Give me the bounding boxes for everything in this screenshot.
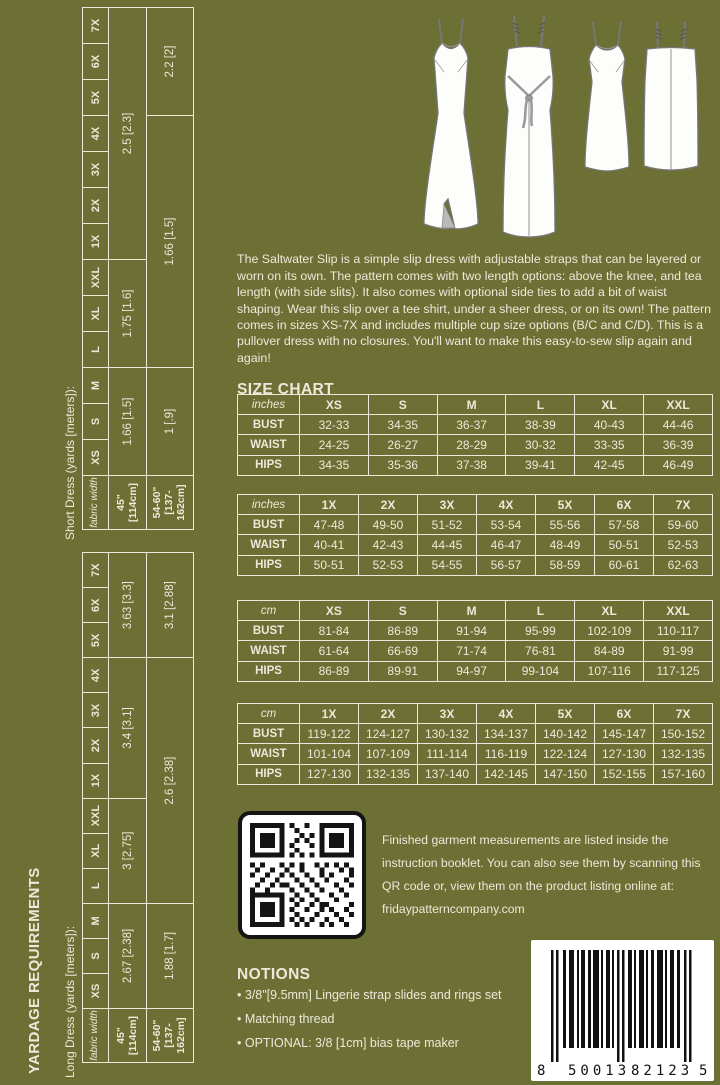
yardage-value: 3.4 [3.1] [109, 658, 147, 798]
size-chart-cm-xs-xxl [237, 600, 713, 682]
waist-row: WAIST 101-104 107-109 111-114 116-119 122-124 127-130 132-135 [238, 744, 713, 764]
yardage-header-row [83, 8, 109, 530]
size-header: L [83, 868, 109, 903]
hips-row: HIPS 86-89 89-91 94-97 99-104 107-116 117-125 [238, 661, 713, 681]
yardage-value: 2.6 [2.38] [147, 658, 194, 903]
size-header: M [83, 903, 109, 938]
long-dress-yardage-table [82, 552, 194, 1063]
yardage-value: 1 [.9] [147, 368, 194, 476]
bust-row: BUST 81-84 86-89 91-94 95-99 102-109 110-117 [238, 621, 713, 641]
size-header: 2X [83, 728, 109, 763]
strap-adjuster-marks [680, 29, 687, 39]
strap-adjuster-marks [655, 29, 662, 39]
fabric-width-label: 45" [114cm] [109, 1009, 147, 1063]
notions-heading: NOTIONS [237, 965, 311, 983]
size-header: 1X [83, 763, 109, 798]
yardage-header-row [83, 553, 109, 1063]
size-header: 3X [83, 693, 109, 728]
long-dress-yardage-table-wrap [82, 552, 194, 1063]
bust-row: BUST 119-122 124-127 130-132 134-137 140-142 145-147 150-152 [238, 724, 713, 744]
pattern-description: The Saltwater Slip is a simple slip dress with adjustable straps that can be layered or worn on its own. The pattern comes with two length options: above the knee, and tea length (with side slits). It also comes with optional side ties to add a bit of waist shaping. Wear this slip over a tee shirt, under a sheer dress, or on its own! The pattern comes in sizes XS-7X and includes multiple cup size options (B/C and C/D). This is a pullover dress with no closures. You'll want to make this easy-to-sew slip again and again! [237, 252, 712, 365]
unit-cell: inches [238, 495, 300, 515]
unit-cell: cm [238, 601, 300, 621]
size-chart-header-row: cm XS S M L XL XXL [238, 601, 713, 621]
notion-item: • OPTIONAL: 3/8 [1cm] bias tape maker [237, 1031, 537, 1055]
short-dress-yardage-table [82, 7, 194, 530]
qr-code [238, 811, 366, 939]
fabric-width-corner: fabric width [83, 1009, 109, 1063]
notions-list [237, 983, 537, 1055]
size-header: XXL [83, 260, 109, 296]
size-header: 5X [83, 623, 109, 658]
barcode-group-left: 50013 [568, 1063, 631, 1079]
size-chart-inches-xs-xxl [237, 394, 713, 476]
size-header: 3X [83, 152, 109, 188]
short-dress-front-illustration [576, 20, 638, 176]
yardage-value: 2.2 [2] [147, 8, 194, 116]
unit-cell: cm [238, 704, 300, 724]
waist-row: WAIST 40-41 42-43 44-45 46-47 48-49 50-51 52-53 [238, 535, 713, 555]
notion-item: • 3/8"[9.5mm] Lingerie strap slides and rings set [237, 983, 537, 1007]
notion-item: • Matching thread [237, 1007, 537, 1031]
size-header: 2X [83, 188, 109, 224]
yardage-row-54-60in [147, 553, 194, 1063]
barcode-group-right: 82123 [631, 1063, 694, 1079]
size-header: XXL [83, 798, 109, 833]
yardage-requirements-title: YARDAGE REQUIREMENTS [26, 867, 43, 1074]
size-header: L [83, 332, 109, 368]
yardage-row-45in [109, 553, 147, 1063]
size-header: XS [83, 973, 109, 1008]
fabric-width-label: 54-60" [137-162cm] [147, 476, 194, 530]
yardage-value: 2.67 [2.38] [109, 903, 147, 1008]
size-header: S [83, 404, 109, 440]
qr-note-text: Finished garment measurements are listed inside the instruction booklet. You can also see them by scanning this QR code or, view them on the product listing online at: fridaypatterncompany.com [382, 833, 701, 917]
size-header: XL [83, 833, 109, 868]
short-dress-yardage-table-wrap [82, 7, 194, 530]
hips-row: HIPS 127-130 132-135 137-140 142-145 147-150 152-155 157-160 [238, 764, 713, 784]
size-header: 7X [83, 8, 109, 44]
size-header: 4X [83, 658, 109, 693]
size-chart-header-row: inches 1X 2X 3X 4X 5X 6X 7X [238, 495, 713, 515]
yardage-value: 3.63 [3.3] [109, 553, 147, 658]
yardage-row-54-60in [147, 8, 194, 530]
size-chart-heading: SIZE CHART [237, 380, 334, 398]
barcode-bars [531, 940, 714, 1081]
yardage-value: 1.75 [1.6] [109, 260, 147, 368]
size-chart-inches-1x-7x [237, 494, 713, 576]
size-header: 6X [83, 44, 109, 80]
long-dress-back-illustration [499, 14, 559, 238]
size-header: 6X [83, 588, 109, 623]
fabric-width-corner: fabric width [83, 476, 109, 530]
waist-row: WAIST 61-64 66-69 71-74 76-81 84-89 91-99 [238, 641, 713, 661]
upc-barcode [531, 940, 714, 1081]
size-header: 4X [83, 116, 109, 152]
hips-row: HIPS 34-35 35-36 37-38 39-41 42-45 46-49 [238, 455, 713, 475]
long-dress-front-illustration [414, 16, 488, 236]
tie-ribbon [531, 100, 532, 126]
size-chart-cm-1x-7x [237, 703, 713, 785]
size-header: 5X [83, 80, 109, 116]
yardage-value: 1.66 [1.5] [109, 368, 147, 476]
short-dress-table-label: Short Dress (yards [meters]): [63, 385, 77, 540]
size-header: XS [83, 440, 109, 476]
yardage-value: 3 [2.75] [109, 798, 147, 903]
bust-row: BUST 32-33 34-35 36-37 38-39 40-43 44-46 [238, 415, 713, 435]
size-header: 7X [83, 553, 109, 588]
hips-row: HIPS 50-51 52-53 54-55 56-57 58-59 60-61 62-63 [238, 555, 713, 575]
short-dress-back-illustration [639, 20, 703, 176]
size-header: S [83, 938, 109, 973]
yardage-row-45in [109, 8, 147, 530]
size-chart-header-row: cm 1X 2X 3X 4X 5X 6X 7X [238, 704, 713, 724]
qr-code-pattern [250, 823, 354, 927]
barcode-digit-right: 5 [699, 1063, 708, 1079]
yardage-value: 3.1 [2.88] [147, 553, 194, 658]
yardage-value: 2.5 [2.3] [109, 8, 147, 260]
size-header: M [83, 368, 109, 404]
long-dress-table-label: Long Dress (yards [meters]): [63, 925, 77, 1078]
bust-row: BUST 47-48 49-50 51-52 53-54 55-56 57-58 59-60 [238, 515, 713, 535]
size-header: 1X [83, 224, 109, 260]
size-chart-header-row: inches XS S M L XL XXL [238, 395, 713, 415]
size-header: XL [83, 296, 109, 332]
fabric-width-label: 45" [114cm] [109, 476, 147, 530]
unit-cell: inches [238, 395, 300, 415]
barcode-digit-left: 8 [537, 1063, 546, 1079]
waist-row: WAIST 24-25 26-27 28-29 30-32 33-35 36-39 [238, 435, 713, 455]
yardage-value: 1.66 [1.5] [147, 116, 194, 368]
yardage-value: 1.88 [1.7] [147, 903, 194, 1008]
fabric-width-label: 54-60" [137-162cm] [147, 1009, 194, 1063]
